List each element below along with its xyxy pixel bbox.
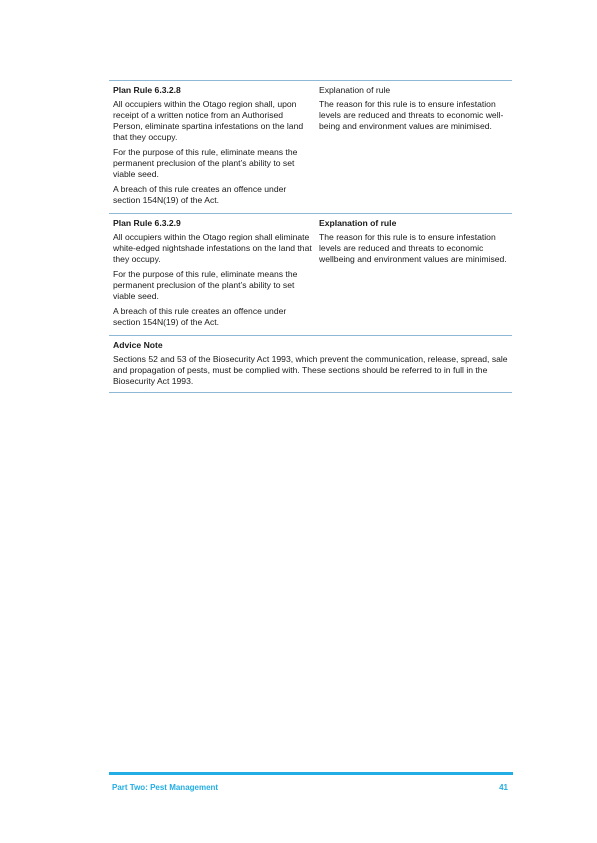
- explanation-text: The reason for this rule is to ensure infestation levels are reduced and threats to economic wellbeing and environment values are minimised.: [319, 232, 507, 264]
- rule-block-6-3-2-9: [109, 213, 512, 335]
- explanation-column: [316, 85, 512, 210]
- rules-table: [109, 80, 512, 393]
- rule-paragraph: All occupiers within the Otago region shall, upon receipt of a written notice from an Authorised Person, eliminate spartina infestations on the land that they occupy.: [113, 99, 304, 142]
- rule-paragraph: A breach of this rule creates an offence under section 154N(19) of the Act.: [113, 184, 287, 205]
- rule-text-column: [109, 85, 316, 210]
- advice-heading: Advice Note: [113, 340, 163, 350]
- rule-paragraph: All occupiers within the Otago region shall eliminate white-edged nightshade infestations on the land that they occupy.: [113, 232, 312, 264]
- footer-divider: [109, 772, 513, 775]
- page-number: 41: [499, 783, 508, 792]
- advice-note: [109, 335, 512, 393]
- advice-text: Sections 52 and 53 of the Biosecurity Act 1993, which prevent the communication, release, spread, sale and propagation of pests, must be complied with. These sections should be referred to in full in the Biosecurity Act 1993.: [113, 354, 508, 386]
- rule-block-6-3-2-8: [109, 80, 512, 213]
- rule-heading: Plan Rule 6.3.2.9: [113, 218, 181, 228]
- rule-paragraph: For the purpose of this rule, eliminate means the permanent preclusion of the plant’s ability to set viable seed.: [113, 147, 298, 179]
- footer-section-title: Part Two: Pest Management: [112, 783, 219, 792]
- rule-paragraph: For the purpose of this rule, eliminate means the permanent preclusion of the plant’s ability to set viable seed.: [113, 269, 298, 301]
- explanation-column: [316, 218, 512, 332]
- rule-text-column: [109, 218, 316, 332]
- explanation-heading: Explanation of rule: [319, 218, 397, 228]
- rule-paragraph: A breach of this rule creates an offence under section 154N(19) of the Act.: [113, 306, 287, 327]
- rule-heading: Plan Rule 6.3.2.8: [113, 85, 181, 95]
- explanation-text: The reason for this rule is to ensure infestation levels are reduced and threats to economic well-being and environment values are minimised.: [319, 99, 504, 131]
- explanation-heading: Explanation of rule: [319, 85, 391, 95]
